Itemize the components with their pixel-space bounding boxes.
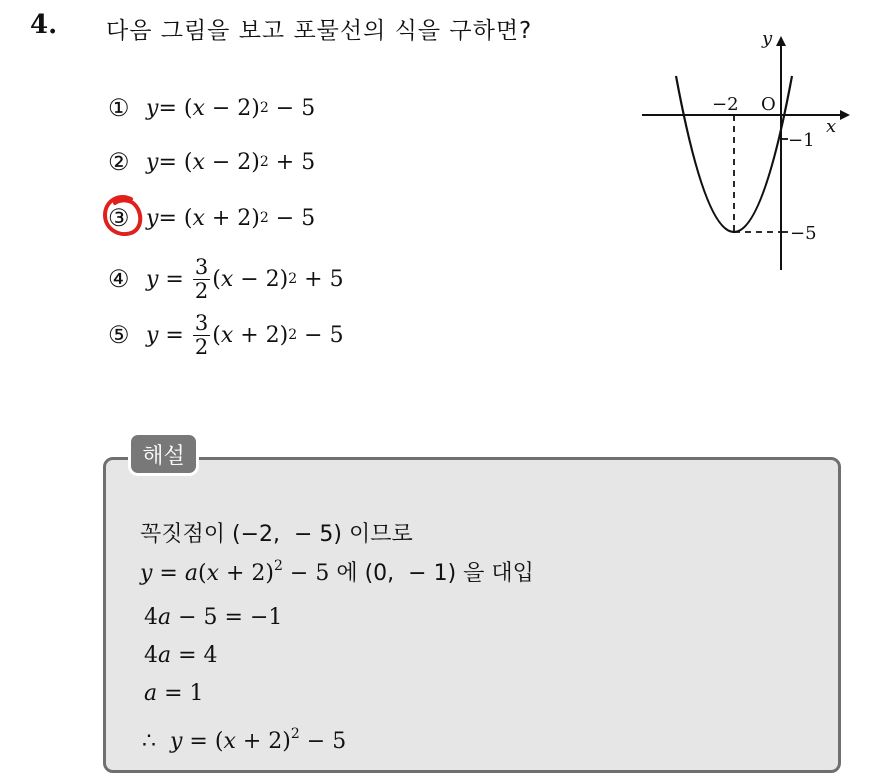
choice-number: ⑤ [108,321,130,349]
fraction: $\frac{3}{2}$ [194,310,209,359]
choice-equation: y = $\frac{3}{2}$ ( x + 2) 2 − 5 [146,310,344,359]
choice-4[interactable] [108,250,344,308]
fraction: $\frac{3}{2}$ [194,254,209,303]
question-text: 다음 그림을 보고 포물선의 식을 구하면? [106,18,533,44]
x-tick-label: −2 [712,94,739,115]
choice-number: ④ [108,265,130,293]
x-axis-arrow-icon [840,110,850,120]
solution-step-3: a = 1 [144,681,204,706]
choice-5[interactable] [108,306,344,364]
solution-step-2: 4a = 4 [143,643,218,668]
choice-number: ② [108,148,130,176]
y-intercept-label: −1 [788,130,815,151]
choice-number: ① [108,94,130,122]
choice-equation: y = ( x − 2) 2 + 5 [146,149,316,175]
solution-line-equation: $y = a(x + 2)^2 - 5$ 에 (0, − 1) 을 대입 [140,558,534,586]
y-axis-arrow-icon [776,36,786,46]
choice-equation: y = ( x + 2) 2 − 5 [146,205,316,231]
choice-equation: y = ( x − 2) 2 − 5 [146,95,316,121]
x-axis-label: x [826,116,837,137]
solution-final-answer: ∴ $y = (x + 2)^2 - 5$ [142,726,347,754]
vertex-y-label: −5 [790,223,817,244]
choice-number: ③ [108,204,130,232]
parabola-graph [636,24,856,276]
origin-label: O [761,94,776,115]
solution-line-vertex: 꼭짓점이 (−2, − 5) 이므로 [140,522,413,547]
choice-equation: y = $\frac{3}{2}$ ( x − 2) 2 + 5 [146,254,344,303]
choice-2[interactable] [108,138,315,186]
question-number: 4. [30,10,58,40]
choice-1[interactable] [108,84,315,132]
solution-step-1: 4a − 5 = −1 [143,605,283,630]
solution-tag: 해설 [128,432,199,476]
answer-circle-mark [101,193,145,239]
y-axis-label: y [762,28,773,49]
